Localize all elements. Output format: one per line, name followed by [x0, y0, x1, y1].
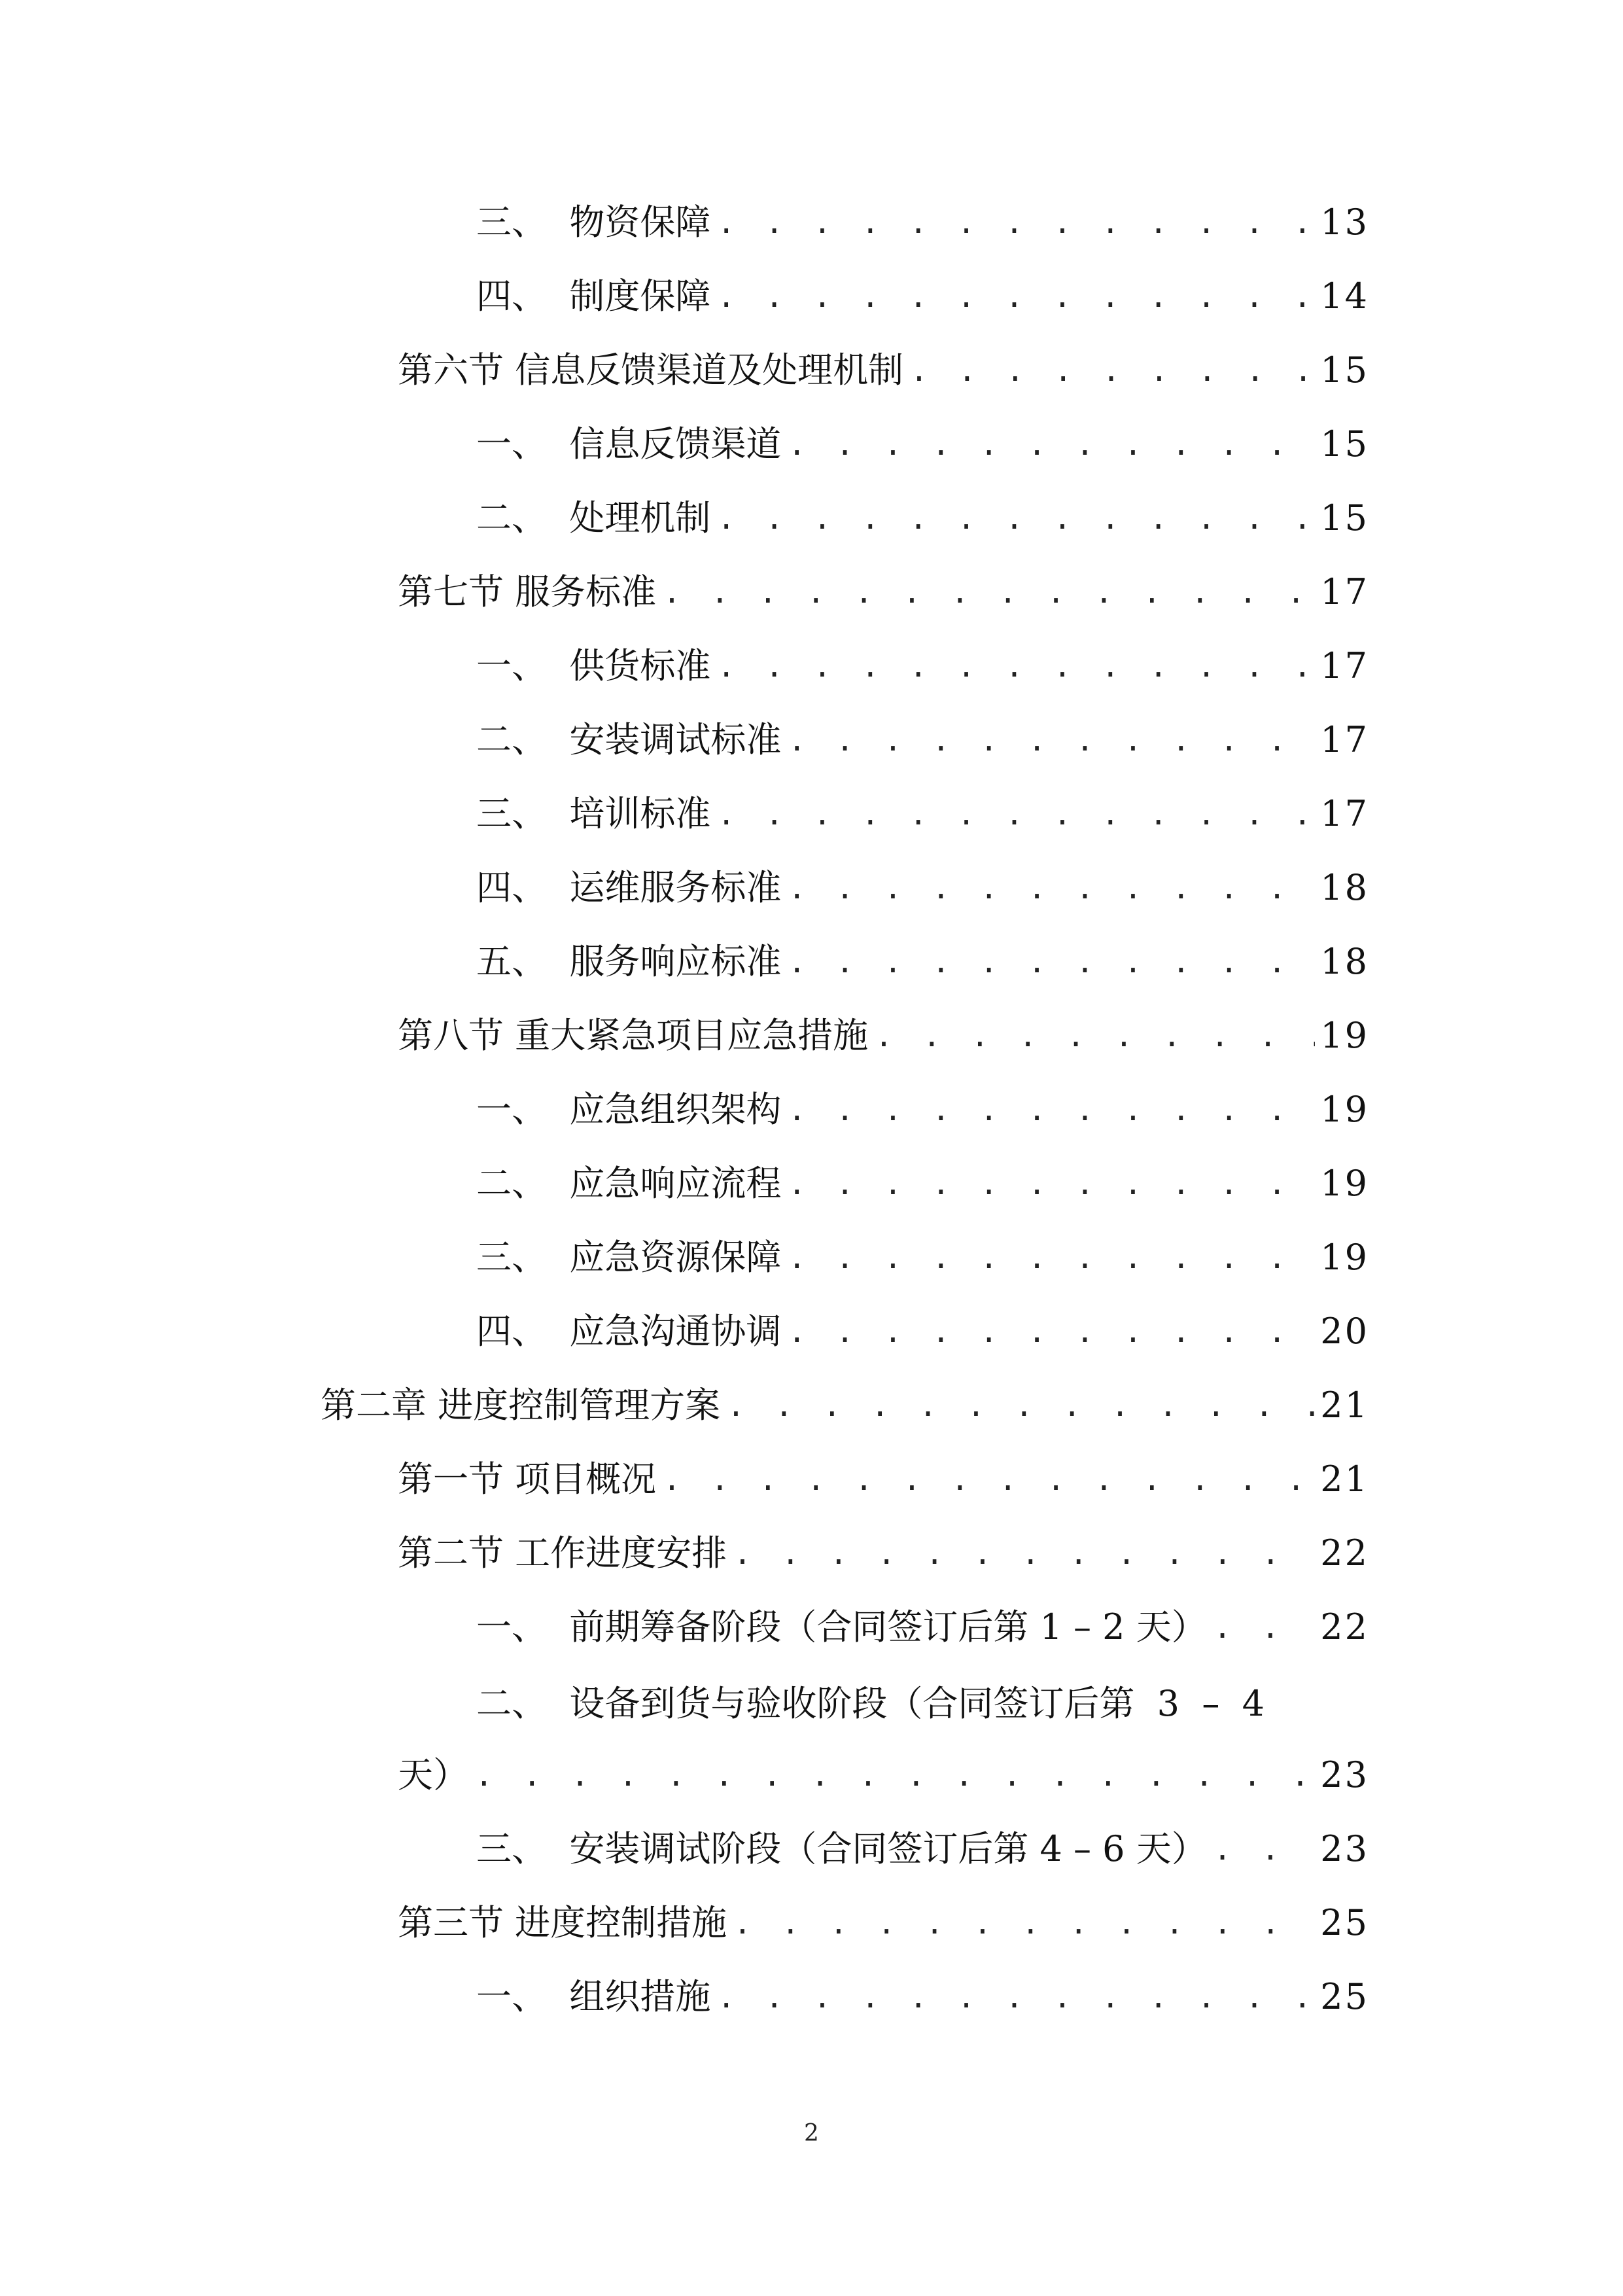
- toc-dot-leader: [663, 1464, 1315, 1494]
- toc-entry[interactable]: [476, 1294, 1369, 1368]
- toc-entry-title: 第二章 进度控制管理方案: [321, 1384, 721, 1426]
- toc-dot-leader: [717, 1982, 1315, 2012]
- toc-entry-page: 15: [1320, 423, 1369, 465]
- toc-entry-page: 15: [1320, 497, 1369, 539]
- toc-entry-title: 二、 应急响应流程: [476, 1162, 782, 1204]
- toc-entry[interactable]: [476, 1072, 1369, 1146]
- toc-dot-leader: [717, 281, 1315, 311]
- toc-entry[interactable]: [476, 1590, 1369, 1664]
- toc-dot-leader: [788, 873, 1315, 903]
- toc-entry-page: 25: [1320, 1975, 1369, 2017]
- toc-dot-leader: [788, 1316, 1315, 1347]
- toc-entry[interactable]: [476, 925, 1369, 998]
- toc-entry[interactable]: [398, 998, 1369, 1072]
- toc-entry-page: 23: [1320, 1754, 1369, 1795]
- toc-entry-title-continued: 天）: [398, 1754, 468, 1795]
- toc-entry-page: 22: [1320, 1532, 1369, 1574]
- toc-entry-page: 13: [1320, 201, 1369, 243]
- toc-entry[interactable]: [476, 851, 1369, 925]
- toc-entry-page: 14: [1320, 275, 1369, 317]
- toc-entry-title: 第六节 信息反馈渠道及处理机制: [398, 349, 904, 391]
- toc-entry-page: 21: [1320, 1458, 1369, 1500]
- toc-entry[interactable]: [476, 1220, 1369, 1294]
- toc-entry-title: 二、 处理机制: [476, 497, 711, 539]
- toc-entry[interactable]: [398, 333, 1369, 407]
- toc-entry[interactable]: [476, 777, 1369, 851]
- toc-entry-title: 第一节 项目概况: [398, 1458, 657, 1500]
- toc-dot-leader: [717, 207, 1315, 238]
- toc-entry-page: 17: [1320, 792, 1369, 834]
- toc-entry-title: 一、 前期筹备阶段（合同签订后第 1 – 2 天）: [476, 1606, 1207, 1648]
- toc-dot-leader: [788, 1243, 1315, 1273]
- toc-entry[interactable]: [476, 259, 1369, 333]
- toc-entry[interactable]: [476, 481, 1369, 555]
- toc-entry-title: 第七节 服务标准: [398, 571, 657, 612]
- toc-dot-leader: [717, 799, 1315, 829]
- toc-entry-page: 17: [1320, 645, 1369, 686]
- toc-dot-leader: [663, 577, 1315, 607]
- toc-entry[interactable]: [476, 1146, 1369, 1220]
- toc-entry-page: 20: [1320, 1310, 1369, 1352]
- toc-dot-leader: [788, 1095, 1315, 1125]
- toc-dot-leader: [788, 1169, 1315, 1199]
- toc-dot-leader: [788, 725, 1315, 755]
- toc-entry-page: 21: [1320, 1384, 1369, 1426]
- toc-entry-title: 四、 制度保障: [476, 275, 711, 317]
- toc-entry[interactable]: [398, 1886, 1369, 1960]
- toc-entry-page: 25: [1320, 1901, 1369, 1943]
- toc-dot-leader: [733, 1538, 1315, 1568]
- toc-entry-title: 一、 供货标准: [476, 645, 711, 686]
- toc-dot-leader: [475, 1760, 1315, 1790]
- toc-entry-page: 18: [1320, 866, 1369, 908]
- toc-entry[interactable]: [321, 1368, 1369, 1442]
- toc-entry-title: 二、 设备到货与验收阶段（合同签订后第 3 – 4: [476, 1683, 1265, 1724]
- toc-dot-leader: [1213, 1612, 1316, 1642]
- toc-entry-title: 三、 安装调试阶段（合同签订后第 4 – 6 天）: [476, 1828, 1207, 1869]
- toc-entry-title: 一、 应急组织架构: [476, 1088, 782, 1130]
- toc-dot-leader: [733, 1908, 1315, 1938]
- toc-entry[interactable]: [398, 1738, 1369, 1812]
- toc-entry-page: 19: [1320, 1014, 1369, 1056]
- toc-entry-title: 一、 组织措施: [476, 1975, 711, 2017]
- toc-entry-page: 17: [1320, 718, 1369, 760]
- toc-entry-title: 第三节 进度控制措施: [398, 1901, 727, 1943]
- toc-dot-leader: [727, 1390, 1315, 1421]
- toc-dot-leader: [1213, 1834, 1316, 1864]
- toc-entry[interactable]: [476, 703, 1369, 777]
- toc-entry-title: 五、 服务响应标准: [476, 940, 782, 982]
- toc-dot-leader: [875, 1021, 1315, 1051]
- toc-entry-page: 23: [1320, 1828, 1369, 1869]
- toc-entry[interactable]: [476, 185, 1369, 259]
- toc-entry[interactable]: [398, 555, 1369, 629]
- page-number: 2: [804, 2120, 819, 2147]
- toc-entry-title: 第八节 重大紧急项目应急措施: [398, 1014, 869, 1056]
- toc-entry[interactable]: [398, 1442, 1369, 1516]
- toc-entry[interactable]: [476, 1960, 1369, 2034]
- toc-entry[interactable]: [476, 407, 1369, 481]
- toc-entry-page: 19: [1320, 1088, 1369, 1130]
- toc-entry-title: 三、 培训标准: [476, 792, 711, 834]
- toc-entry-title: 四、 应急沟通协调: [476, 1310, 782, 1352]
- toc-dot-leader: [717, 503, 1315, 533]
- toc-entry-page: 19: [1320, 1162, 1369, 1204]
- toc-dot-leader: [788, 947, 1315, 977]
- toc-entry[interactable]: [476, 1812, 1369, 1886]
- toc-entry-title: 三、 应急资源保障: [476, 1236, 782, 1278]
- toc-entry[interactable]: [398, 1516, 1369, 1590]
- toc-dot-leader: [788, 429, 1315, 459]
- toc-entry-page: 18: [1320, 940, 1369, 982]
- toc-entry-title: 一、 信息反馈渠道: [476, 423, 782, 465]
- toc-entry-page: 19: [1320, 1236, 1369, 1278]
- toc-entry-title: 三、 物资保障: [476, 201, 711, 243]
- toc-entry-page: 22: [1320, 1606, 1369, 1648]
- toc-entry-title: 二、 安装调试标准: [476, 718, 782, 760]
- toc-entry-page: 17: [1320, 571, 1369, 612]
- toc-entry-title: 第二节 工作进度安排: [398, 1532, 727, 1574]
- toc-dot-leader: [717, 651, 1315, 681]
- toc-entry-wrapped-line1[interactable]: [476, 1664, 1369, 1738]
- toc-entry[interactable]: [476, 629, 1369, 703]
- toc-dot-leader: [910, 355, 1315, 385]
- toc-entry-page: 15: [1320, 349, 1369, 391]
- toc-entry-title: 四、 运维服务标准: [476, 866, 782, 908]
